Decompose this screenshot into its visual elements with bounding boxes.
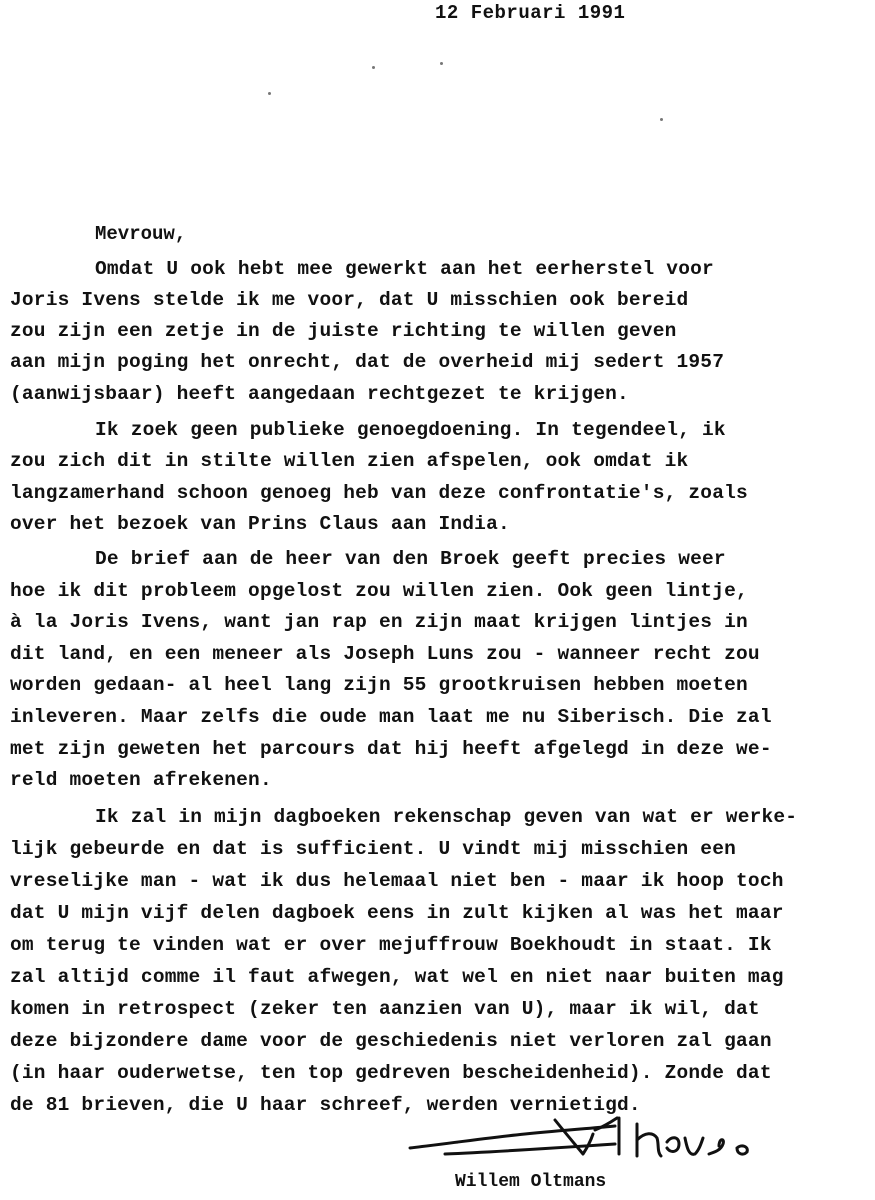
body-line: worden gedaan- al heel lang zijn 55 grootkruisen hebben moeten: [10, 674, 748, 696]
salutation: Mevrouw,: [95, 223, 187, 245]
signature-icon: [405, 1108, 765, 1180]
body-line: Ik zoek geen publieke genoegdoening. In tegendeel, ik: [95, 419, 726, 441]
signer-name: Willem Oltmans: [455, 1172, 607, 1192]
body-line: (in haar ouderwetse, ten top gedreven bescheidenheid). Zonde dat: [10, 1062, 772, 1084]
letter-date: 12 Februari 1991: [435, 2, 626, 24]
body-line: zal altijd comme il faut afwegen, wat wel en niet naar buiten mag: [10, 966, 784, 988]
body-line: lijk gebeurde en dat is sufficient. U vindt mij misschien een: [10, 838, 737, 860]
body-line: met zijn geweten het parcours dat hij heeft afgelegd in deze we-: [10, 738, 772, 760]
body-line: zou zijn een zetje in de juiste richting te willen geven: [10, 320, 677, 342]
body-line: à la Joris Ivens, want jan rap en zijn maat krijgen lintjes in: [10, 611, 748, 633]
body-line: deze bijzondere dame voor de geschiedenis niet verloren zal gaan: [10, 1030, 772, 1052]
body-line: vreselijke man - wat ik dus helemaal niet ben - maar ik hoop toch: [10, 870, 784, 892]
paper-speck: [440, 62, 443, 65]
body-line: Joris Ivens stelde ik me voor, dat U misschien ook bereid: [10, 289, 689, 311]
body-line: dat U mijn vijf delen dagboek eens in zult kijken al was het maar: [10, 902, 784, 924]
paper-speck: [268, 92, 271, 95]
body-line: reld moeten afrekenen.: [10, 769, 272, 791]
body-line: om terug te vinden wat er over mejuffrouw Boekhoudt in staat. Ik: [10, 934, 772, 956]
body-line: (aanwijsbaar) heeft aangedaan rechtgezet te krijgen.: [10, 383, 629, 405]
body-line: de 81 brieven, die U haar schreef, werden vernietigd.: [10, 1094, 641, 1116]
body-line: inleveren. Maar zelfs die oude man laat me nu Siberisch. Die zal: [10, 706, 772, 728]
body-line: langzamerhand schoon genoeg heb van deze confrontatie's, zoals: [10, 482, 748, 504]
body-line: Ik zal in mijn dagboeken rekenschap geven van wat er werke-: [95, 806, 798, 828]
body-line: komen in retrospect (zeker ten aanzien van U), maar ik wil, dat: [10, 998, 760, 1020]
body-line: hoe ik dit probleem opgelost zou willen zien. Ook geen lintje,: [10, 580, 748, 602]
paper-speck: [372, 66, 375, 69]
body-line: Omdat U ook hebt mee gewerkt aan het eerherstel voor: [95, 258, 714, 280]
body-line: dit land, en een meneer als Joseph Luns zou - wanneer recht zou: [10, 643, 760, 665]
paper-speck: [660, 118, 663, 121]
body-line: over het bezoek van Prins Claus aan India.: [10, 513, 510, 535]
body-line: De brief aan de heer van den Broek geeft precies weer: [95, 548, 726, 570]
body-line: aan mijn poging het onrecht, dat de overheid mij sedert 1957: [10, 351, 725, 373]
body-line: zou zich dit in stilte willen zien afspelen, ook omdat ik: [10, 450, 689, 472]
